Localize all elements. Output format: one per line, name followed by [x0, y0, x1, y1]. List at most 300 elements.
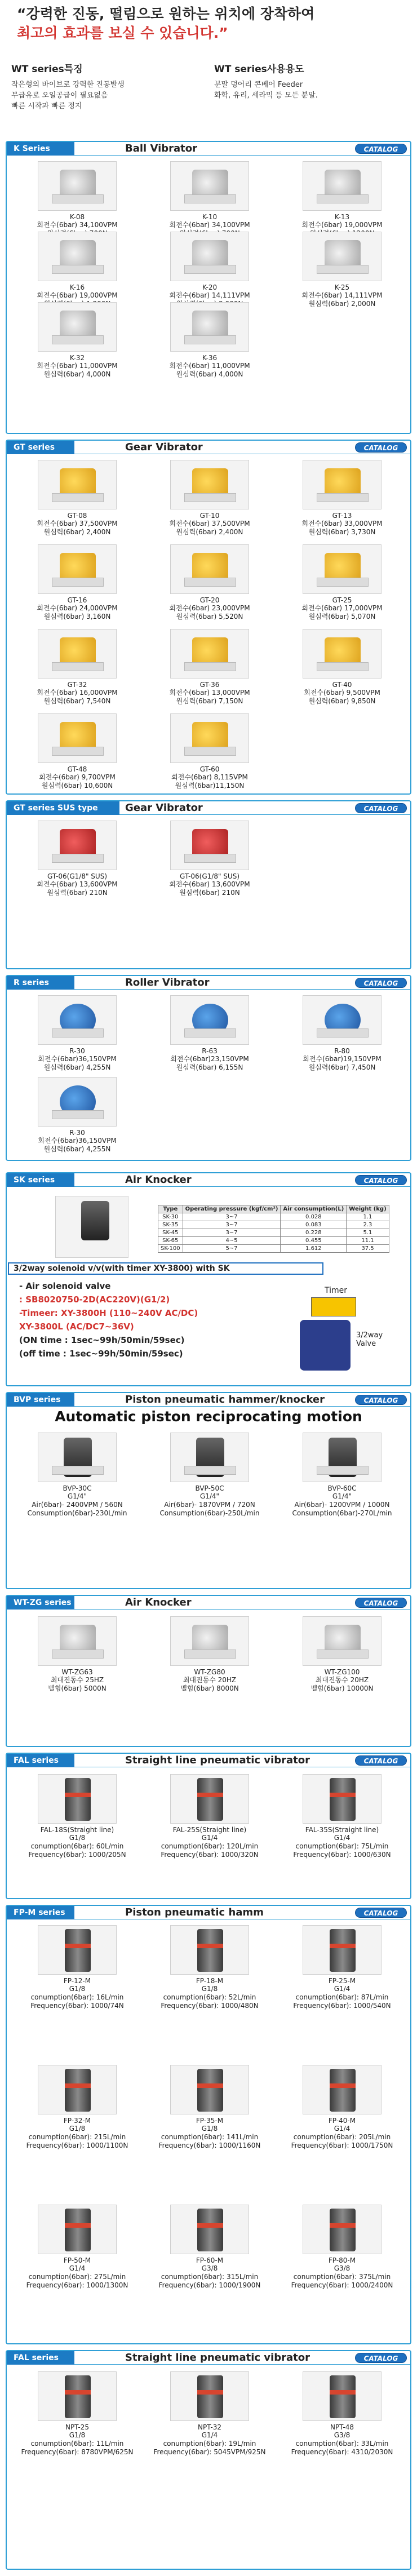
- product-name: K-36: [202, 354, 218, 362]
- product-spec: Air(6bar)- 1200VPM / 1000N: [294, 1501, 390, 1509]
- product-spec: 원심력(6bar) 10,600N: [41, 782, 113, 790]
- product-card[interactable]: [148, 2371, 272, 2457]
- section-title: Gear Vibrator: [125, 441, 203, 453]
- timer-icon: [311, 1297, 356, 1316]
- section-fal-series: [6, 1753, 411, 1899]
- features-left-line: 빠른 시작과 빠른 정지: [11, 102, 82, 110]
- section-tag: FP-M series: [7, 1906, 74, 1919]
- product-spec: 원심력(6bar) 4,000N: [176, 370, 243, 378]
- product-spec: 원심력(6bar) 7,450N: [308, 1063, 376, 1071]
- section-header: [7, 1754, 410, 1767]
- product-spec: 최대진동수 25HZ: [50, 1676, 104, 1684]
- section-header: [7, 1393, 410, 1407]
- product-spec: conumption(6bar): 375L/min: [293, 2273, 391, 2281]
- product-spec: conumption(6bar): 19L/min: [163, 2440, 256, 2448]
- table-cell: 1.1: [347, 1213, 389, 1221]
- product-spec: 회전수(6bar) 13,600VPM: [37, 880, 118, 888]
- product-image: [38, 821, 117, 870]
- product-spec: 원심력(6bar) 2,000N: [308, 300, 376, 308]
- table-cell: 3~7: [183, 1213, 281, 1221]
- product-spec: 회전수(6bar) 8,115VPM: [171, 773, 248, 781]
- product-spec: G1/8: [201, 2125, 218, 2132]
- product-image: [170, 232, 249, 281]
- table-cell: SK-35: [158, 1221, 183, 1229]
- product-name: FP-35-M: [196, 2117, 224, 2125]
- product-card[interactable]: [15, 713, 139, 790]
- product-image: [38, 629, 117, 679]
- product-spec: 회전수(6bar) 16,000VPM: [37, 689, 118, 697]
- table-header: Operating pressure (kgf/cm²): [183, 1205, 281, 1213]
- product-spec: 회전수(6bar) 13,600VPM: [169, 880, 250, 888]
- section-tag: R series: [7, 976, 74, 990]
- product-name: GT-06(G1/8" SUS): [179, 872, 240, 880]
- product-spec: 원심력(6bar) 3,160N: [43, 613, 111, 620]
- product-spec: G1/4: [201, 2431, 218, 2439]
- product-name: K-25: [334, 283, 350, 291]
- product-name: GT-06(G1/8" SUS): [47, 872, 108, 880]
- product-image: [303, 460, 381, 509]
- product-spec: 회전수(6bar) 17,000VPM: [301, 604, 383, 612]
- section-tag: WT-ZG series: [7, 1596, 74, 1610]
- solenoid-spec-line: : SB8020750-2D(AC220V)(G1/2): [19, 1294, 170, 1305]
- product-card[interactable]: [148, 460, 272, 537]
- knocker-icon: [300, 1320, 351, 1371]
- product-spec: 원심력(6bar) 5,070N: [308, 613, 376, 620]
- product-card[interactable]: [15, 460, 139, 537]
- product-image: [303, 995, 381, 1045]
- product-card[interactable]: [280, 2205, 404, 2290]
- product-image: [170, 713, 249, 763]
- product-card[interactable]: [148, 1774, 272, 1859]
- product-spec: 원심력(6bar) 210N: [47, 889, 108, 897]
- product-name: FP-18-M: [196, 1977, 224, 1985]
- product-card[interactable]: [15, 995, 139, 1072]
- section-header: [7, 1596, 410, 1610]
- product-image: [38, 2371, 117, 2421]
- catalog-button[interactable]: CATALOG: [355, 1755, 407, 1766]
- features-right-line: 화학, 유리, 세라믹 등 모든 분말.: [214, 91, 318, 100]
- table-cell: 1.612: [281, 1245, 347, 1253]
- product-card[interactable]: [148, 161, 272, 238]
- product-spec: G1/8: [201, 1985, 218, 1993]
- product-spec: 원심력(6bar) 2,400N: [176, 528, 243, 536]
- product-card[interactable]: [15, 1077, 139, 1154]
- product-name: BVP-60C: [327, 1484, 357, 1492]
- product-image: [170, 544, 249, 594]
- table-cell: 0.083: [281, 1221, 347, 1229]
- product-image: [38, 232, 117, 281]
- product-spec: G1/8: [69, 2125, 86, 2132]
- product-spec: conumption(6bar): 16L/min: [30, 1993, 124, 2001]
- product-spec: 회전수(6bar) 14,111VPM: [301, 291, 383, 299]
- section-header: [7, 1173, 410, 1187]
- section-title: Roller Vibrator: [125, 977, 210, 988]
- valve-label: 3/2way Valve: [356, 1331, 383, 1348]
- product-card[interactable]: [15, 1925, 139, 2010]
- product-name: GT-20: [199, 596, 220, 604]
- section-title: Air Knocker: [125, 1597, 192, 1608]
- product-card[interactable]: [280, 232, 404, 308]
- product-card[interactable]: [148, 302, 272, 379]
- product-spec: G3/8: [334, 2264, 351, 2272]
- product-spec: Frequency(6bar): 1000/540N: [293, 2002, 391, 2010]
- product-card[interactable]: [148, 2065, 272, 2150]
- product-spec: 원심력(6bar) 4,000N: [43, 370, 111, 378]
- product-name: K-20: [202, 283, 218, 291]
- sk-product-image: [55, 1196, 128, 1258]
- product-card[interactable]: [148, 1616, 272, 1693]
- table-cell: SK-65: [158, 1237, 183, 1245]
- product-name: BVP-30C: [63, 1484, 92, 1492]
- product-image: [38, 2205, 117, 2254]
- product-image: [38, 1077, 117, 1127]
- product-spec: G1/4": [332, 1492, 352, 1500]
- solenoid-title: 3/2way solenoid v/v(with timer XY-3800) with SK: [8, 1262, 323, 1275]
- product-spec: conumption(6bar): 11L/min: [30, 2440, 124, 2448]
- product-spec: G1/4: [334, 1834, 351, 1842]
- features-left-line: 무급유로 오일공급이 필요없음: [11, 91, 108, 100]
- section-tag: K Series: [7, 142, 74, 156]
- section-title: Ball Vibrator: [125, 143, 198, 154]
- product-name: K-13: [334, 213, 350, 221]
- product-spec: conumption(6bar): 33L/min: [295, 2440, 389, 2448]
- table-cell: 4~5: [183, 1237, 281, 1245]
- product-image: [170, 460, 249, 509]
- product-image: [170, 821, 249, 870]
- product-spec: Frequency(6bar): 1000/1100N: [26, 2142, 128, 2149]
- product-spec: 회전수(6bar) 14,111VPM: [169, 291, 250, 299]
- product-spec: 회전수(6bar) 9,500VPM: [304, 689, 380, 697]
- product-name: WT-ZG100: [324, 1668, 360, 1676]
- section-tag: SK series: [7, 1173, 74, 1187]
- product-name: K-16: [69, 283, 85, 291]
- sk-spec-table: [158, 1205, 389, 1253]
- solenoid-spec-line: - Air solenoid valve: [19, 1281, 111, 1291]
- product-spec: G3/8: [201, 2264, 218, 2272]
- solenoid-spec-line: XY-3800L (AC/DC7~36V): [19, 1322, 134, 1332]
- product-spec: 회전수(6bar)36,150VPM: [38, 1055, 117, 1063]
- section-tag: GT series SUS type: [7, 801, 119, 815]
- product-card[interactable]: [15, 2065, 139, 2150]
- product-card[interactable]: [280, 460, 404, 537]
- section-tag: GT series: [7, 441, 74, 454]
- catalog-button[interactable]: CATALOG: [355, 803, 407, 813]
- product-card[interactable]: [15, 1616, 139, 1693]
- product-card[interactable]: [15, 821, 139, 897]
- product-card[interactable]: [15, 2205, 139, 2290]
- section-header: [7, 1906, 410, 1919]
- product-spec: conumption(6bar): 141L/min: [161, 2133, 259, 2141]
- product-card[interactable]: [15, 302, 139, 379]
- solenoid-spec-line: (off time : 1sec~99h/50min/59sec): [19, 1349, 183, 1359]
- product-spec: Frequency(6bar): 1000/1160N: [158, 2142, 261, 2149]
- section-bvp-series: [6, 1392, 411, 1589]
- product-card[interactable]: [148, 1925, 272, 2010]
- product-card[interactable]: [15, 2371, 139, 2457]
- product-spec: Frequency(6bar): 4310/2030N: [291, 2448, 393, 2456]
- product-card[interactable]: [280, 1433, 404, 1518]
- solenoid-spec-line: -Timeer: XY-3800H (110~240V AC/DC): [19, 1308, 198, 1318]
- product-spec: Frequency(6bar): 8780VPM/625N: [21, 2448, 134, 2456]
- product-card[interactable]: [148, 232, 272, 308]
- product-image: [170, 1774, 249, 1824]
- table-cell: 2.3: [347, 1221, 389, 1229]
- product-card[interactable]: [280, 1925, 404, 2010]
- product-spec: 원심력(6bar)11,150N: [175, 782, 245, 790]
- product-name: FP-50-M: [63, 2256, 91, 2264]
- table-cell: 0.028: [281, 1213, 347, 1221]
- product-name: FAL-18S(Straight line): [40, 1826, 114, 1834]
- product-spec: conumption(6bar): 215L/min: [28, 2133, 126, 2141]
- section-gt-series: [6, 440, 411, 795]
- section-fpm-series: [6, 1905, 411, 2344]
- table-cell: 3~7: [183, 1221, 281, 1229]
- product-card[interactable]: [148, 995, 272, 1072]
- product-image: [38, 1616, 117, 1666]
- table-cell: 5~7: [183, 1245, 281, 1253]
- section-title: Straight line pneumatic vibrator: [125, 2352, 310, 2364]
- features-right: [214, 61, 400, 101]
- product-card[interactable]: [280, 544, 404, 621]
- product-name: R-80: [334, 1047, 350, 1055]
- section-k-series: [6, 141, 411, 434]
- table-header: Weight (kg): [347, 1205, 389, 1213]
- product-image: [303, 2371, 381, 2421]
- section-title: Piston pneumatic hammer/knocker: [125, 1394, 325, 1406]
- section-tag: BVP series: [7, 1393, 74, 1407]
- product-name: GT-40: [332, 681, 352, 689]
- product-spec: Consumption(6bar)-270L/min: [292, 1509, 392, 1517]
- product-name: NPT-25: [65, 2423, 90, 2431]
- table-cell: SK-100: [158, 1245, 183, 1253]
- product-name: GT-48: [67, 765, 87, 773]
- product-card[interactable]: [15, 1774, 139, 1859]
- product-card[interactable]: [148, 821, 272, 897]
- product-name: FP-40-M: [328, 2117, 356, 2125]
- product-image: [303, 2065, 381, 2114]
- product-card[interactable]: [148, 713, 272, 790]
- product-card[interactable]: [280, 2371, 404, 2457]
- headline: [17, 5, 406, 43]
- product-spec: conumption(6bar): 52L/min: [163, 1993, 256, 2001]
- table-cell: 3~7: [183, 1229, 281, 1237]
- product-name: FP-80-M: [328, 2256, 356, 2264]
- product-spec: 원심력(6bar) 7,150N: [176, 697, 243, 705]
- product-spec: 회전수(6bar) 33,000VPM: [301, 520, 383, 527]
- table-cell: 0.228: [281, 1229, 347, 1237]
- product-card[interactable]: [280, 995, 404, 1072]
- product-image: [303, 2205, 381, 2254]
- section-wtzg-series: [6, 1595, 411, 1747]
- product-image: [170, 2205, 249, 2254]
- product-spec: 회전수(6bar) 19,000VPM: [37, 291, 118, 299]
- product-name: K-32: [69, 354, 85, 362]
- product-spec: G1/4: [69, 2264, 86, 2272]
- product-spec: Frequency(6bar): 1000/630N: [293, 1851, 391, 1859]
- product-spec: conumption(6bar): 120L/min: [161, 1842, 259, 1850]
- table-cell: 37.5: [347, 1245, 389, 1253]
- product-image: [38, 302, 117, 352]
- product-image: [170, 2065, 249, 2114]
- product-spec: G1/8: [69, 1985, 86, 1993]
- product-card[interactable]: [15, 161, 139, 238]
- product-name: GT-10: [199, 512, 220, 520]
- product-card[interactable]: [148, 629, 272, 706]
- product-image: [170, 995, 249, 1045]
- product-name: FAL-25S(Straight line): [172, 1826, 247, 1834]
- section-fal-series-2: [6, 2350, 411, 2570]
- product-spec: Frequency(6bar): 5045VPM/925N: [153, 2448, 266, 2456]
- product-name: BVP-50C: [195, 1484, 224, 1492]
- product-image: [38, 2065, 117, 2114]
- product-card[interactable]: [148, 544, 272, 621]
- product-name: GT-25: [332, 596, 352, 604]
- product-card[interactable]: [280, 2065, 404, 2150]
- product-spec: 벨힘(6bar) 5000N: [48, 1684, 107, 1692]
- solenoid-spec-line: (ON time : 1sec~99h/50min/59sec): [19, 1335, 185, 1345]
- product-name: WT-ZG63: [61, 1668, 93, 1676]
- product-image: [170, 629, 249, 679]
- product-card[interactable]: [15, 629, 139, 706]
- product-name: K-08: [69, 213, 85, 221]
- product-image: [303, 1774, 381, 1824]
- product-card[interactable]: [15, 544, 139, 621]
- section-r-series: [6, 975, 411, 1161]
- product-card[interactable]: [280, 1616, 404, 1693]
- product-spec: G3/8: [334, 2431, 351, 2439]
- product-spec: G1/8: [69, 1834, 86, 1842]
- product-image: [303, 1433, 381, 1482]
- product-spec: 회전수(6bar) 34,100VPM: [169, 221, 250, 229]
- product-image: [303, 1925, 381, 1975]
- section-title: Gear Vibrator: [125, 802, 203, 814]
- section-title: Straight line pneumatic vibrator: [125, 1754, 310, 1766]
- product-image: [38, 1774, 117, 1824]
- product-spec: conumption(6bar): 275L/min: [28, 2273, 126, 2281]
- catalog-button[interactable]: CATALOG: [355, 1175, 407, 1185]
- catalog-button[interactable]: CATALOG: [355, 2353, 407, 2363]
- product-name: R-30: [69, 1129, 85, 1137]
- product-image: [170, 1616, 249, 1666]
- product-name: NPT-48: [330, 2423, 354, 2431]
- product-image: [38, 544, 117, 594]
- table-row: [158, 1229, 389, 1237]
- product-spec: Consumption(6bar)-230L/min: [27, 1509, 127, 1517]
- catalog-button[interactable]: CATALOG: [355, 442, 407, 453]
- features-right-line: 분말 덩어리 콘베어 Feeder: [214, 81, 303, 89]
- product-name: GT-60: [199, 765, 220, 773]
- product-spec: G1/4: [334, 1985, 351, 1993]
- product-spec: 회전수(6bar) 11,000VPM: [169, 362, 250, 370]
- product-image: [38, 995, 117, 1045]
- product-spec: G1/4": [67, 1492, 87, 1500]
- product-name: NPT-32: [197, 2423, 222, 2431]
- section-header: [7, 976, 410, 990]
- product-spec: Frequency(6bar): 1000/1900N: [158, 2281, 261, 2289]
- product-card[interactable]: [148, 2205, 272, 2290]
- table-header: Air consumption(L): [281, 1205, 347, 1213]
- table-row: [158, 1213, 389, 1221]
- table-cell: 5.1: [347, 1229, 389, 1237]
- product-card[interactable]: [280, 161, 404, 238]
- product-name: K-10: [202, 213, 218, 221]
- product-spec: Air(6bar)- 1870VPM / 720N: [164, 1501, 255, 1509]
- product-spec: 회전수(6bar) 23,000VPM: [169, 604, 250, 612]
- product-spec: 원심력(6bar) 6,155N: [176, 1063, 243, 1071]
- table-cell: SK-30: [158, 1213, 183, 1221]
- product-image: [170, 1925, 249, 1975]
- section-tag: FAL series: [7, 2351, 74, 2365]
- product-name: GT-32: [67, 681, 87, 689]
- bvp-banner: Automatic piston reciprocating motion: [7, 1407, 410, 1427]
- product-image: [170, 1433, 249, 1482]
- catalog-button[interactable]: CATALOG: [355, 1395, 407, 1405]
- product-spec: 원심력(6bar) 7,540N: [43, 697, 111, 705]
- product-spec: 회전수(6bar) 9,700VPM: [39, 773, 116, 781]
- catalog-button[interactable]: CATALOG: [355, 1908, 407, 1918]
- catalog-button[interactable]: CATALOG: [355, 1598, 407, 1608]
- features: [11, 61, 406, 128]
- product-image: [38, 1433, 117, 1482]
- section-header: [7, 2351, 410, 2365]
- product-spec: conumption(6bar): 87L/min: [295, 1993, 389, 2001]
- features-left: [11, 61, 197, 112]
- product-name: FP-60-M: [196, 2256, 224, 2264]
- section-sk-series: [6, 1172, 411, 1386]
- product-image: [303, 544, 381, 594]
- product-image: [38, 1925, 117, 1975]
- product-name: FAL-35S(Straight line): [305, 1826, 379, 1834]
- product-card[interactable]: [15, 1433, 139, 1518]
- product-spec: Frequency(6bar): 1000/1300N: [26, 2281, 128, 2289]
- timer-label: Timer: [325, 1286, 348, 1295]
- product-spec: conumption(6bar): 205L/min: [293, 2133, 391, 2141]
- solenoid-image: [300, 1286, 390, 1376]
- section-header: [7, 441, 410, 454]
- product-spec: G1/4: [334, 2125, 351, 2132]
- product-card[interactable]: [15, 232, 139, 308]
- features-left-title: WT series특징: [11, 64, 83, 75]
- product-name: GT-16: [67, 596, 87, 604]
- product-name: FP-32-M: [63, 2117, 91, 2125]
- product-spec: 회전수(6bar)19,150VPM: [303, 1055, 381, 1063]
- product-image: [303, 629, 381, 679]
- product-image: [170, 161, 249, 211]
- product-image: [303, 1616, 381, 1666]
- product-image: [170, 2371, 249, 2421]
- product-spec: 회전수(6bar)23,150VPM: [170, 1055, 249, 1063]
- product-spec: 원심력(6bar) 5,520N: [176, 613, 243, 620]
- table-header: Type: [158, 1205, 183, 1213]
- table-row: [158, 1221, 389, 1229]
- section-title: Piston pneumatic hamm: [125, 1906, 264, 1918]
- catalog-button[interactable]: CATALOG: [355, 144, 407, 154]
- product-spec: Air(6bar)- 2400VPM / 560N: [32, 1501, 123, 1509]
- product-spec: 원심력(6bar) 9,850N: [308, 697, 376, 705]
- product-spec: 원심력(6bar) 4,255N: [43, 1145, 111, 1153]
- product-spec: 회전수(6bar) 19,000VPM: [301, 221, 383, 229]
- product-card[interactable]: [280, 629, 404, 706]
- table-row: [158, 1245, 389, 1253]
- product-card[interactable]: [280, 1774, 404, 1859]
- catalog-button[interactable]: CATALOG: [355, 978, 407, 988]
- product-card[interactable]: [148, 1433, 272, 1518]
- product-name: WT-ZG80: [194, 1668, 225, 1676]
- section-tag: FAL series: [7, 1754, 74, 1767]
- product-image: [38, 161, 117, 211]
- table-row: [158, 1237, 389, 1245]
- section-title: Air Knocker: [125, 1174, 192, 1186]
